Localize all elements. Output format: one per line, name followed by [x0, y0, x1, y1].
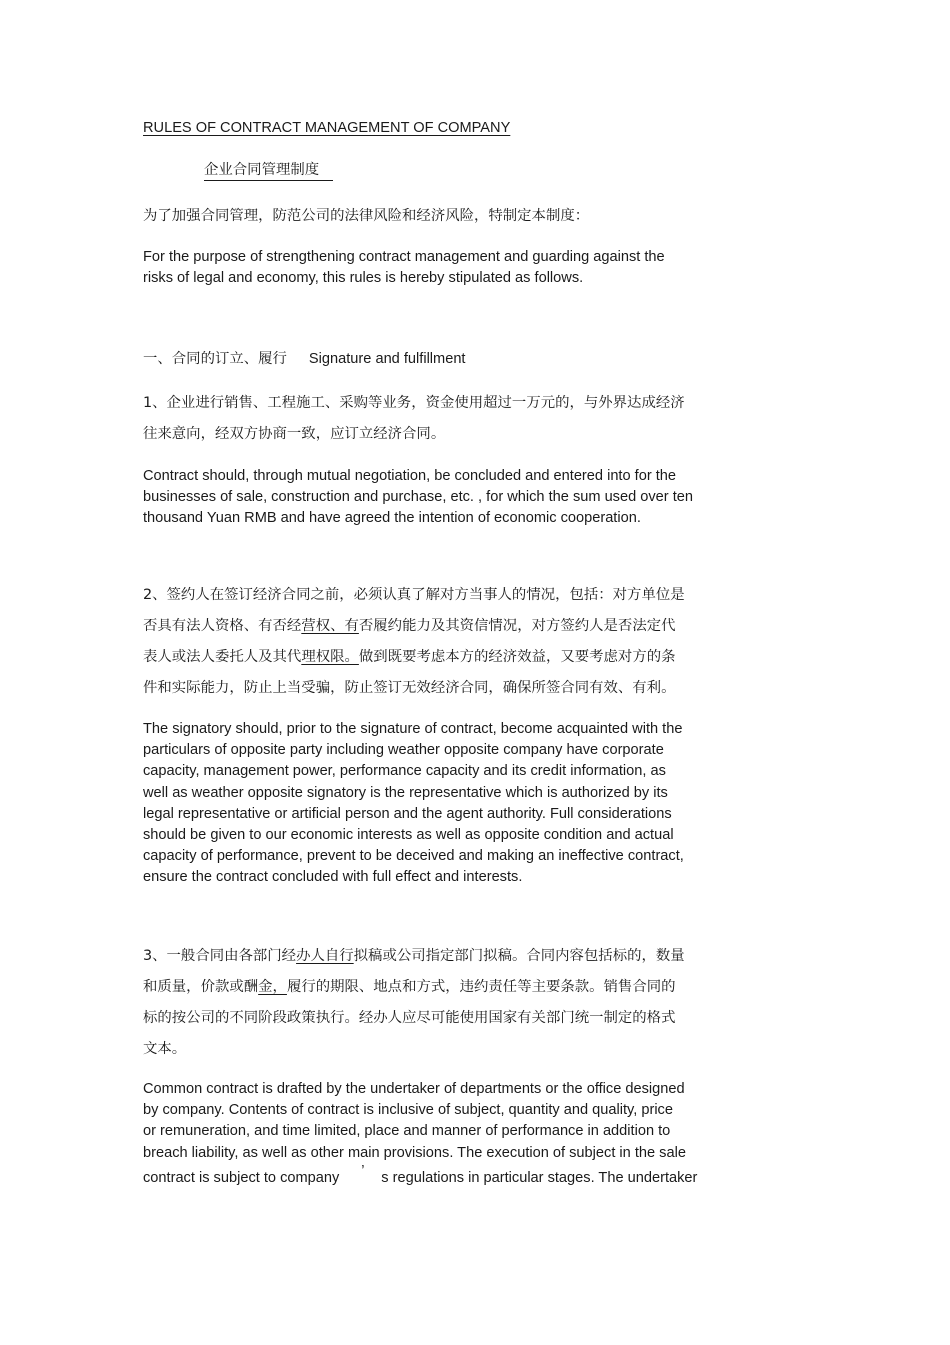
item-1-zh — [143, 388, 685, 450]
item-2-en — [143, 719, 684, 889]
item-3-en-line — [143, 1162, 698, 1189]
item-1-zh-line: 往来意向，经双方协商一致，应订立经济合同。 — [143, 426, 446, 442]
item-2-en-line: capacity of performance, prevent to be deceived and making an ineffective contract, — [143, 848, 684, 865]
item-1-en — [143, 466, 693, 530]
item-3-zh-line — [143, 941, 685, 972]
item-3-zh-underlined: 金， — [258, 979, 287, 995]
document-title: RULES OF CONTRACT MANAGEMENT OF COMPANY — [143, 120, 511, 136]
item-3-en-line: breach liability, as well as other main provisions. The execution of subject in the sale — [143, 1144, 686, 1161]
item-2-zh-line — [143, 642, 685, 673]
item-3-en-line: or remuneration, and time limited, place and manner of performance in addition to — [143, 1123, 671, 1140]
item-1-en-line: Contract should, through mutual negotiation, be concluded and entered into for the — [143, 468, 677, 484]
item-3-zh-line: 文本。 — [143, 1041, 187, 1057]
item-2-zh — [143, 580, 685, 704]
item-2-zh-text: 表人或法人委托人及其代 — [143, 649, 302, 665]
item-3-en-text: contract is subject to company — [143, 1169, 340, 1186]
item-3-en-line: Common contract is drafted by the undertaker of departments or the office designed — [143, 1081, 685, 1097]
item-2-zh-line: 2、签约人在签订经济合同之前，必须认真了解对方当事人的情况，包括：对方单位是 — [143, 587, 685, 603]
item-2-zh-text: 做到既要考虑本方的经济效益，又要考虑对方的条 — [358, 649, 676, 665]
item-3-zh-text: 和质量，价款或酬 — [143, 979, 259, 995]
document-subtitle-zh: 企业合同管理制度 — [204, 160, 333, 181]
item-2-zh-underlined: 营权、有 — [301, 618, 359, 634]
section-1-heading-en: Signature and fulfillment — [308, 351, 466, 367]
item-3-zh-line: 标的按公司的不同阶段政策执行。经办人应尽可能使用国家有关部门统一制定的格式 — [143, 1010, 676, 1026]
item-1-en-line: thousand Yuan RMB and have agreed the intention of economic cooperation. — [143, 510, 641, 527]
item-3-zh-text: 履行的期限、地点和方式，违约责任等主要条款。销售合同的 — [286, 979, 676, 995]
item-2-zh-text: 否履约能力及其资信情况，对方签约人是否法定代 — [358, 618, 676, 634]
item-2-en-line: ensure the contract concluded with full effect and interests. — [143, 869, 523, 886]
document-page — [143, 0, 755, 1345]
section-1-heading-zh: 一、合同的订立、履行 — [143, 351, 287, 367]
item-1-zh-line: 1、企业进行销售、工程施工、采购等业务，资金使用超过一万元的，与外界达成经济 — [143, 395, 685, 411]
item-2-zh-line — [143, 611, 685, 642]
item-3-en-line: by company. Contents of contract is inclusive of subject, quantity and quality, price — [143, 1102, 673, 1119]
item-3-en-text: s regulations in particular stages. The undertaker — [381, 1169, 698, 1186]
item-3-zh — [143, 941, 685, 1065]
section-1-heading — [143, 348, 466, 370]
item-3-zh-underlined: 办人自行 — [296, 948, 354, 964]
item-2-en-line: The signatory should, prior to the signature of contract, become acquainted with the — [143, 721, 683, 737]
item-2-zh-text: 否具有法人资格、有否经 — [143, 618, 302, 634]
item-2-en-line: well as weather opposite signatory is the representative which is authorized by its — [143, 784, 668, 801]
item-3-zh-text: 3、一般合同由各部门经 — [143, 948, 297, 964]
item-3-zh-text: 拟稿或公司指定部门拟稿。合同内容包括标的，数量 — [353, 948, 685, 964]
item-3-en — [143, 1079, 697, 1189]
item-2-en-line: particulars of opposite party including weather opposite company have corporate — [143, 742, 664, 759]
intro-en-line: For the purpose of strengthening contract management and guarding against the — [143, 249, 665, 265]
intro-zh: 为了加强合同管理，防范公司的法律风险和经济风险，特制定本制度： — [143, 208, 590, 224]
item-3-zh-line — [143, 972, 685, 1003]
intro-en-line: risks of legal and economy, this rules is hereby stipulated as follows. — [143, 270, 584, 287]
item-3-en-apostrophe: ’ — [361, 1162, 365, 1179]
item-2-zh-underlined: 理权限。 — [301, 649, 359, 665]
intro-en — [143, 247, 665, 289]
item-2-en-line: should be given to our economic interests as well as opposite condition and actual — [143, 827, 674, 844]
item-2-zh-line: 件和实际能力，防止上当受骗，防止签订无效经济合同，确保所签合同有效、有利。 — [143, 680, 676, 696]
item-2-en-line: legal representative or artificial person and the agent authority. Full considerations — [143, 805, 672, 822]
item-2-en-line: capacity, management power, performance capacity and its credit information, as — [143, 763, 666, 780]
item-1-en-line: businesses of sale, construction and purchase, etc. , for which the sum used over ten — [143, 489, 693, 506]
